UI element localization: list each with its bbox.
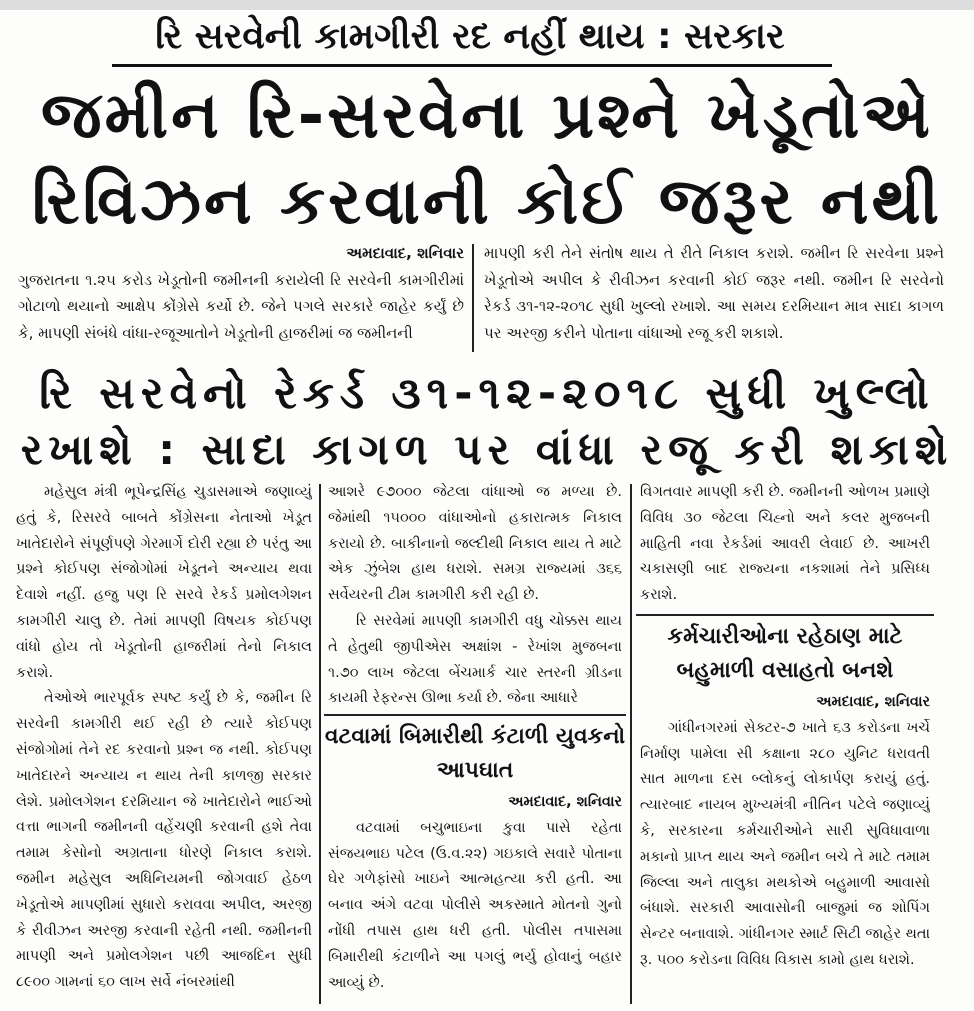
story2-text: વટવામાં બચુભાઇના કુવા પાસે રહેતા સંજયભાઇ પટેલ (ઉ.વ.૨૨) ગઇકાલે સવારે પોતાના ઘેર ગળેફાંસો ખાઇને આત્મહત્યા કરી હતી. આ બનાવ અંગે વટવા પોલીસે અકસ્માતે મોતનો ગુનો નોંધી તપાસ હાથ ધરી હતી. પોલીસ તપાસમા બિમારીથી કંટાળીને આ પગલું ભર્યુ હોવાનું બહાર આવ્યું છે.: [328, 819, 622, 991]
body-column-2: [328, 480, 622, 708]
column-divider-1: [319, 484, 321, 1004]
story3-headline: કર્મચારીઓના રહેઠાણ માટે બહુમાળી વસાહતો બનશે: [667, 624, 903, 683]
story2-body: [328, 790, 622, 1008]
body-column-1: [16, 480, 312, 1008]
sub-headline-line-1: રિ સરવેનો રેકર્ડ ૩૧-૧૨-૨૦૧૮ સુધી ખુલ્લો: [39, 368, 935, 419]
cropped-top-strip: [0, 0, 974, 10]
col2-paragraph-1: આશરે ૯૭૦૦૦ જેટલા વાંધાઓ જ મળ્યા છે. જેમાંથી ૧૫૦૦૦ વાંધાઓનો હકારાત્મક નિકાલ કરાયો છે. બાકીનાનો જલ્દીથી નિકાલ થાય તે માટે એક ઝુંબેશ હાથ ધરાશે. સમગ્ર રાજ્યમાં ૩૬૬ સર્વેયરની ટીમ કામગીરી કરી રહી છે.: [328, 484, 622, 604]
intro-left-text: ગુજરાતના ૧.૨૫ કરોડ ખેડૂતોની જમીનની કરાયેલી રિ સરવેની કામગીરીમાં ગોટાળો થયાનો આક્ષેપ કોંગ્રેસે કર્યો છે. જેને પગલે સરકારે જાહેર કર્યું છે કે, માપણી સંબંધે વાંધા-રજૂઆતોને ખેડૂતોની હાજરીમાં જ જમીનની: [18, 270, 464, 342]
col1-paragraph-2: તેઓએ ભારપૂર્વક સ્પષ્ટ કર્યું છે કે, જમીન રિ સરવેની કામગીરી થઈ રહી છે ત્યારે કોઈપણ સંજોગોમાં તેને રદ કરવાનો પ્રશ્ન જ નથી. કોઈપણ ખાતેદારને અન્યાય ન થાય તેની કાળજી સરકાર લેશે. પ્રમોલગેશન દરમિયાન જે ખાતેદારોને ભાઈઓ વત્તા ભાગની જમીનની વહેંચણી કરવાની હશે તેવા તમામ કેસોનો અગ્રતાના ધોરણે નિકાલ કરાશે. જમીન મહેસુલ અધિનિયમની જોગવાઈ હેઠળ ખેડૂતોએ માપણીમાં સુધારો કરાવવા અપીલ, અરજી કે રીવીઝન અરજી કરવાની રહેતી નથી. જમીનની માપણી અને પ્રમોલગેશન પછી આજદિન સુધી ૮૯૦૦ ગામનાં ૬૦ લાખ સર્વે નંબરમાંથી: [16, 690, 312, 991]
story3-dateline: અમદાવાદ, શનિવાર: [816, 694, 930, 710]
body-column-3: [640, 480, 930, 610]
intro-left-column: [18, 240, 464, 356]
story3-top-rule: [636, 614, 934, 616]
story2-dateline: અમદાવાદ, શનિવાર: [508, 794, 622, 810]
column-divider-2: [630, 484, 632, 1004]
col2-paragraph-2: રિ સરવેમાં માપણી કામગીરી વધુ ચોક્કસ થાય તે હેતુથી જીપીએસ અક્ષાંશ - રેખાંશ મુજબના ૧.૭૦ લાખ જેટલા બેંચમાર્ક ચાર સ્તરની ગ્રીડના કાયમી રેફરન્સ ઊભા કર્યા છે. જેના આધારે: [328, 612, 622, 707]
intro-column-divider: [472, 244, 474, 352]
intro-right-text: માપણી કરી તેને સંતોષ થાય તે રીતે નિકાલ કરાશે. જમીન રિ સરવેના પ્રશ્ને ખેડૂતોએ અપીલ કે રીવીઝન કરવાની કોઈ જરૂર નથી. જમીન રિ સરવેનો રેકર્ડ ૩૧-૧૨-૨૦૧૮ સુધી ખુલ્લો રખાશે. આ સમય દરમિયાન માત્ર સાદા કાગળ પર અરજી કરીને પોતાના વાંધાઓ રજૂ કરી શકાશે.: [484, 244, 944, 342]
sub-headline-line-2: રખાશે : સાદા કાગળ પર વાંધા રજૂ કરી શકાશે: [20, 425, 954, 474]
col1-paragraph-1: મહેસુલ મંત્રી ભૂપેન્દ્રસિંહ ચુડાસમાએ જણાવ્યું હતું કે, રિસરવે બાબતે કોંગ્રેસના નેતાઓ ખેડૂત ખાતેદારોને સંપૂર્ણપણે ગેરમાર્ગે દોરી રહ્યા છે પરંતુ આ પ્રશ્ને કોઈપણ સંજોગોમાં ખેડૂતને અન્યાય થવા દેવાશે નહીં. હજુ પણ રિ સરવે રેકર્ડ પ્રમોલગેશન કામગીરી ચાલુ છે. તેમાં માપણી વિષયક કોઈપણ વાંધો હોય તો ખેડૂતોની હાજરીમાં તેનો નિકાલ કરાશે.: [16, 484, 312, 681]
story3-text: ગાંધીનગરમાં સેક્ટર-૭ ખાતે ૬૩ કરોડના ખર્ચે નિર્માણ પામેલા સી કક્ષાના ૨૮૦ યુનિટ ધરાવતી સાત માળના દસ બ્લોકનું લોકાર્પણ કરાયું હતું. ત્યારબાદ નાયબ મુખ્યમંત્રી નીતિન પટેલે જણાવ્યું કે, સરકારના કર્મચારીઓને સારી સુવિધાવાળા મકાનો પ્રાપ્ત થાય અને જમીન બચે તે માટે તમામ જિલ્લા અને તાલુકા મથકોએ બહુમાળી આવાસો બંધાશે. સરકારી આવાસોની બાજુમાં જ શોપિંગ સેન્ટર બનાવાશે. ગાંધીનગર સ્માર્ટ સિટી જાહેર થતા રૂ. ૫૦૦ કરોડના વિવિધ વિકાસ કામો હાથ ધરાશે.: [640, 719, 930, 968]
col3-paragraph-1: વિગતવાર માપણી કરી છે. જમીનની ઓળખ પ્રમાણે વિવિધ ૩૦ જેટલા ચિહ્નો અને કલર મુજબની માહિતી નવા રેકર્ડમાં આવરી લેવાઈ છે. આખરી ચકાસણી બાદ રાજ્યના નકશામાં તેને પ્રસિધ્ધ કરાશે.: [640, 484, 930, 604]
kicker-headline: રિ સરવેની કામગીરી રદ નહીં થાય : સરકાર: [155, 16, 785, 57]
story2-top-rule: [324, 714, 626, 716]
kicker-underline: [112, 64, 832, 67]
intro-right-column: [484, 240, 944, 356]
story2-headline: વટવામાં બિમારીથી કંટાળી યુવકનો આપઘાત: [324, 724, 626, 783]
story3-body: [640, 690, 930, 1008]
intro-dateline: અમદાવાદ, શનિવાર: [346, 244, 464, 262]
main-headline-line-1: જમીન રિ-સરવેના પ્રશ્ને ખેડૂતોએ: [41, 79, 933, 153]
main-headline-line-2: રિવિઝન કરવાની કોઈ જરૂર નથી: [32, 165, 942, 239]
